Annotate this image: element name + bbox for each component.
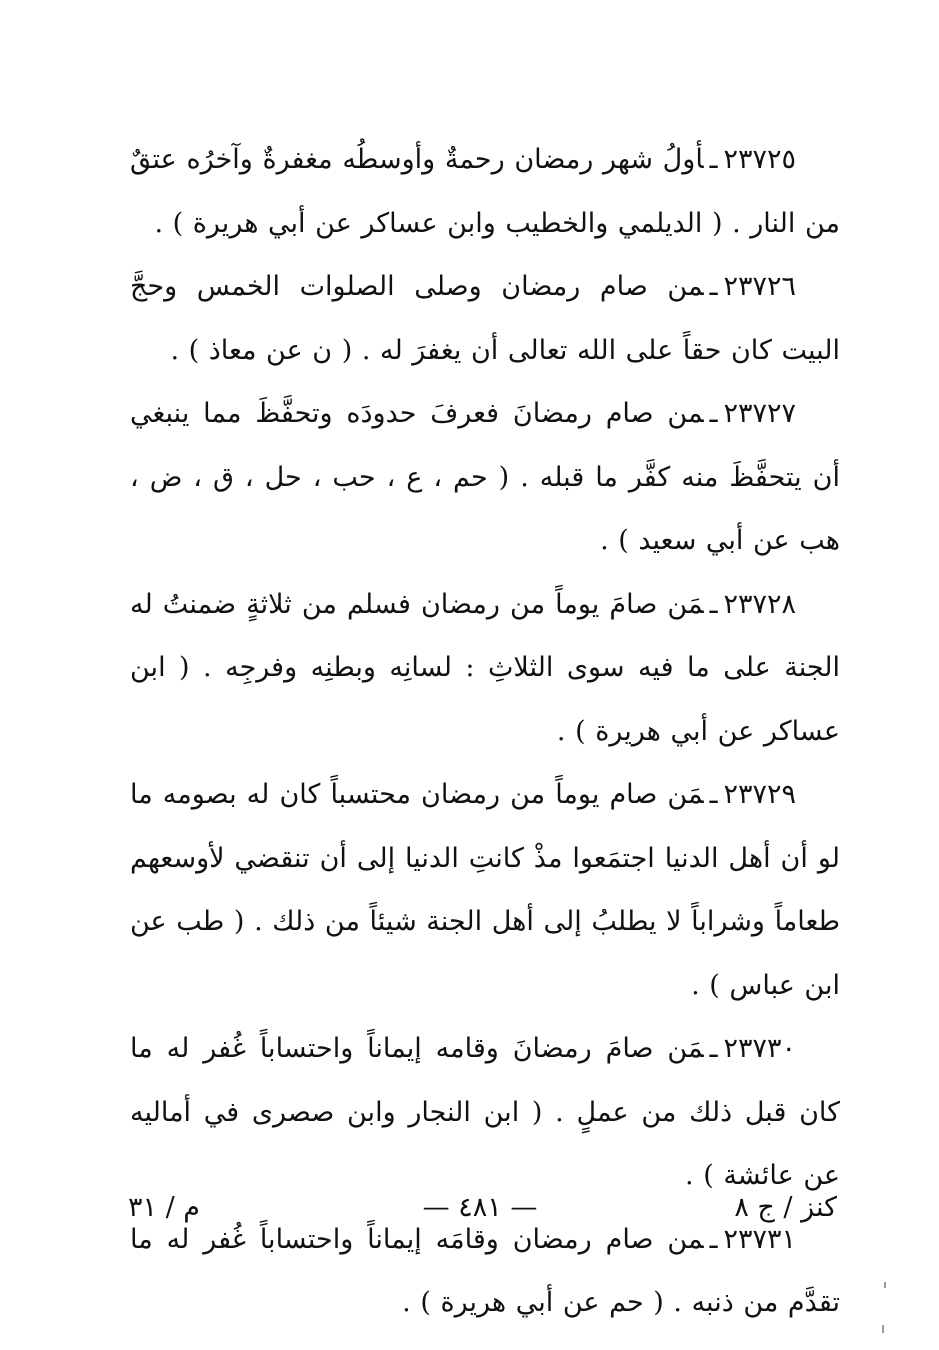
entry-text: مَن صامَ يوماً من رمضان فسلم من ثلاثةٍ ضمنتُ له الجنة على ما فيه سوى الثلاثِ : لسانِه وبطنِه وفرجِه . ( ابن عساكر عن أبي هريرة ) . bbox=[130, 588, 840, 747]
entry-text: أولُ شهر رمضان رحمةٌ وأوسطُه مغفرةٌ وآخرُه عتقٌ من النار . ( الديلمي والخطيب وابن عساكر عن أبي هريرة ) . bbox=[130, 144, 840, 239]
entry-separator: ـ bbox=[709, 1033, 718, 1064]
entry-number: ٢٣٧٢٧ bbox=[723, 398, 796, 429]
hadith-entry bbox=[130, 573, 840, 764]
entry-number: ٢٣٧٢٥ bbox=[723, 144, 796, 175]
entry-number: ٢٣٧٢٩ bbox=[723, 779, 796, 810]
entry-separator: ـ bbox=[709, 588, 718, 620]
hadith-entry bbox=[130, 1017, 840, 1208]
hadith-entry bbox=[130, 128, 840, 255]
page-footer bbox=[0, 1192, 939, 1242]
entry-number: ٢٣٧٣٠ bbox=[723, 1033, 796, 1064]
footer-volume-label: كنز / ج ٨ bbox=[734, 1192, 837, 1223]
entry-separator: ـ bbox=[709, 1223, 718, 1255]
entry-number: ٢٣٧٢٨ bbox=[723, 588, 796, 620]
entry-text: من صام رمضان وصلى الصلوات الخمس وحجَّ البيت كان حقاً على الله تعالى أن يغفرَ له . ( ن عن معاذ ) . bbox=[130, 271, 840, 366]
entry-separator: ـ bbox=[709, 144, 718, 175]
hadith-entry bbox=[130, 763, 840, 1017]
page-number: — ٤٨١ — bbox=[422, 1192, 538, 1223]
scan-speck bbox=[884, 1282, 886, 1288]
entry-text: مَن صام يوماً من رمضان محتسباً كان له بصومه ما لو أن أهل الدنيا اجتمَعوا مذْ كانتِ الدنيا إلى أن تنقضي لأوسعهم طعاماً وشراباً لا يطلبُ إلى أهل الجنة شيئاً من ذلك . ( طب عن ابن عباس ) . bbox=[130, 779, 840, 1001]
footer-signature-mark: م / ٣١ bbox=[128, 1192, 200, 1223]
entry-text: مَن صامَ رمضانَ وقامه إيماناً واحتساباً غُفر له ما كان قبل ذلك من عملٍ . ( ابن النجار وابن صصرى في أماليه عن عائشة ) . bbox=[130, 1033, 840, 1191]
hadith-text-block bbox=[130, 128, 840, 1335]
hadith-entry bbox=[130, 255, 840, 382]
entry-separator: ـ bbox=[709, 398, 718, 429]
entry-text: من صام رمضانَ فعرفَ حدودَه وتحفَّظَ مما ينبغي أن يتحفَّظَ منه كفَّر ما قبله . ( حم ، ع ، حب ، حل ، ق ، ض ، هب عن أبي سعيد ) . bbox=[130, 398, 840, 556]
entry-number: ٢٣٧٢٦ bbox=[723, 271, 796, 302]
entry-number: ٢٣٧٣١ bbox=[723, 1223, 796, 1255]
scan-speck bbox=[882, 1325, 884, 1333]
entry-separator: ـ bbox=[709, 779, 718, 810]
hadith-entry bbox=[130, 382, 840, 573]
entry-separator: ـ bbox=[709, 271, 718, 302]
entry-text: من صام رمضان وقامَه إيماناً واحتساباً غُفر له ما تقدَّم من ذنبه . ( حم عن أبي هريرة ) . bbox=[130, 1223, 840, 1318]
